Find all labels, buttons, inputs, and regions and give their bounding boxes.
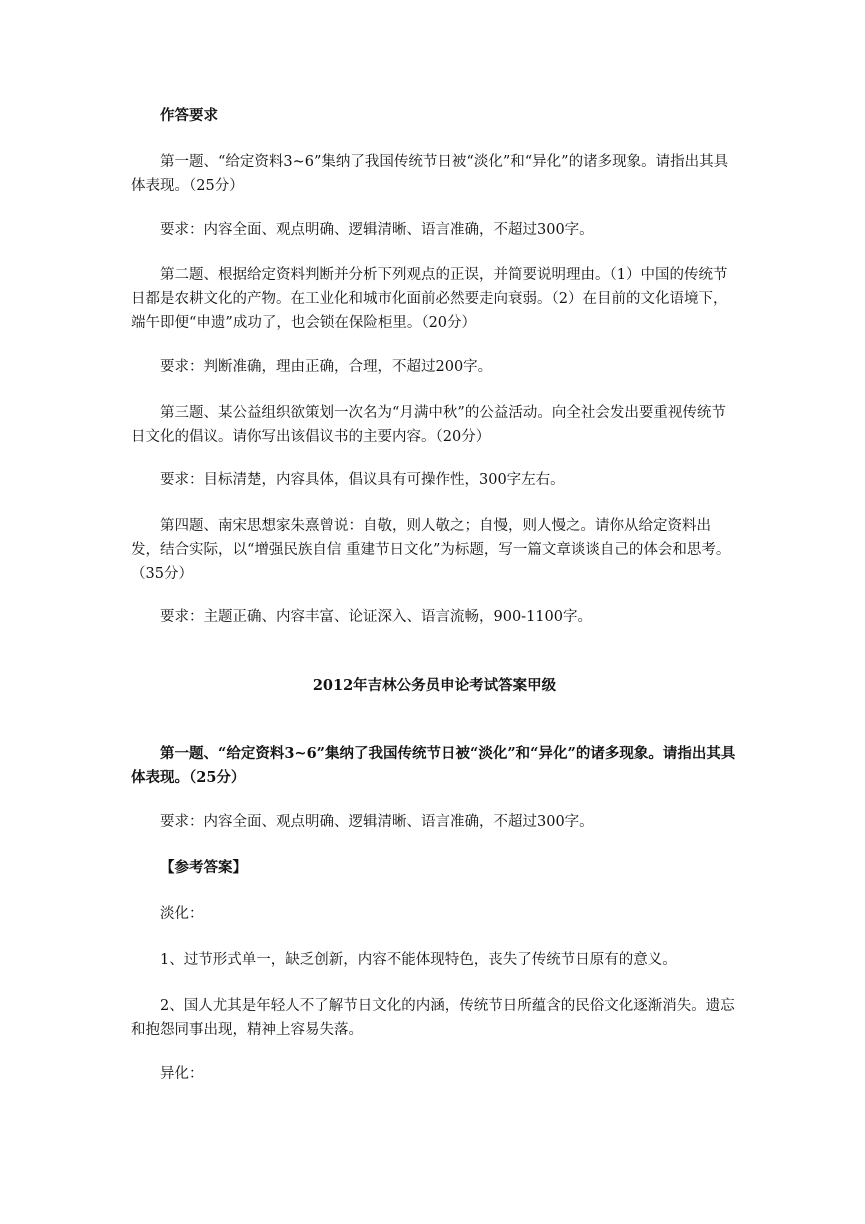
question-3: 第三题、某公益组织欲策划一次名为“月满中秋”的公益活动。向全社会发出要重视传统节日文化的倡议。请你写出该倡议书的主要内容。（20分）: [131, 405, 726, 445]
answer-question-1: 第一题、“给定资料3~6”集纳了我国传统节日被“淡化”和“异化”的诸多现象。请指出其具体表现。（25分）: [131, 745, 736, 786]
danhua-label: 淡化：: [160, 906, 204, 922]
yihua-label: 异化：: [160, 1066, 204, 1082]
answer-question-1-requirement: 要求：内容全面、观点明确、逻辑清晰、语言准确，不超过300字。: [160, 814, 594, 830]
question-2: 第二题、根据给定资料判断并分析下列观点的正误，并简要说明理由。（1）中国的传统节日都是农耕文化的产物。在工业化和城市化面前必然要走向衰弱。（2）在目前的文化语境下，端午即便“申遗”成功了，也会锁在保险柜里。（20分）: [131, 267, 728, 331]
question-1-requirement: 要求：内容全面、观点明确、逻辑清晰、语言准确，不超过300字。: [160, 222, 594, 238]
question-4: 第四题、南宋思想家朱熹曾说：自敬，则人敬之；自慢，则人慢之。请你从给定资料出发，结合实际，以“增强民族自信 重建节日文化”为标题，写一篇文章谈谈自己的体会和思考。（35分）: [131, 518, 731, 582]
danhua-point-1: 1、过节形式单一，缺乏创新，内容不能体现特色，丧失了传统节日原有的意义。: [160, 952, 677, 968]
question-2-requirement: 要求：判断准确，理由正确，合理，不超过200字。: [160, 359, 493, 375]
answer-title: 2012年吉林公务员申论考试答案甲级: [312, 677, 557, 694]
reference-answer-heading: 【参考答案】: [160, 859, 247, 876]
question-4-requirement: 要求：主题正确、内容丰富、论证深入、语言流畅，900-1100字。: [160, 609, 592, 625]
danhua-point-2: 2、国人尤其是年轻人不了解节日文化的内涵，传统节日所蕴含的民俗文化逐渐消失。遗忘和抱怨同事出现，精神上容易失落。: [131, 998, 735, 1038]
question-3-requirement: 要求：目标清楚，内容具体，倡议具有可操作性，300字左右。: [160, 472, 565, 488]
question-1: 第一题、“给定资料3~6”集纳了我国传统节日被“淡化”和“异化”的诸多现象。请指出其具体表现。（25分）: [131, 154, 729, 194]
section-heading: 作答要求: [160, 107, 218, 124]
